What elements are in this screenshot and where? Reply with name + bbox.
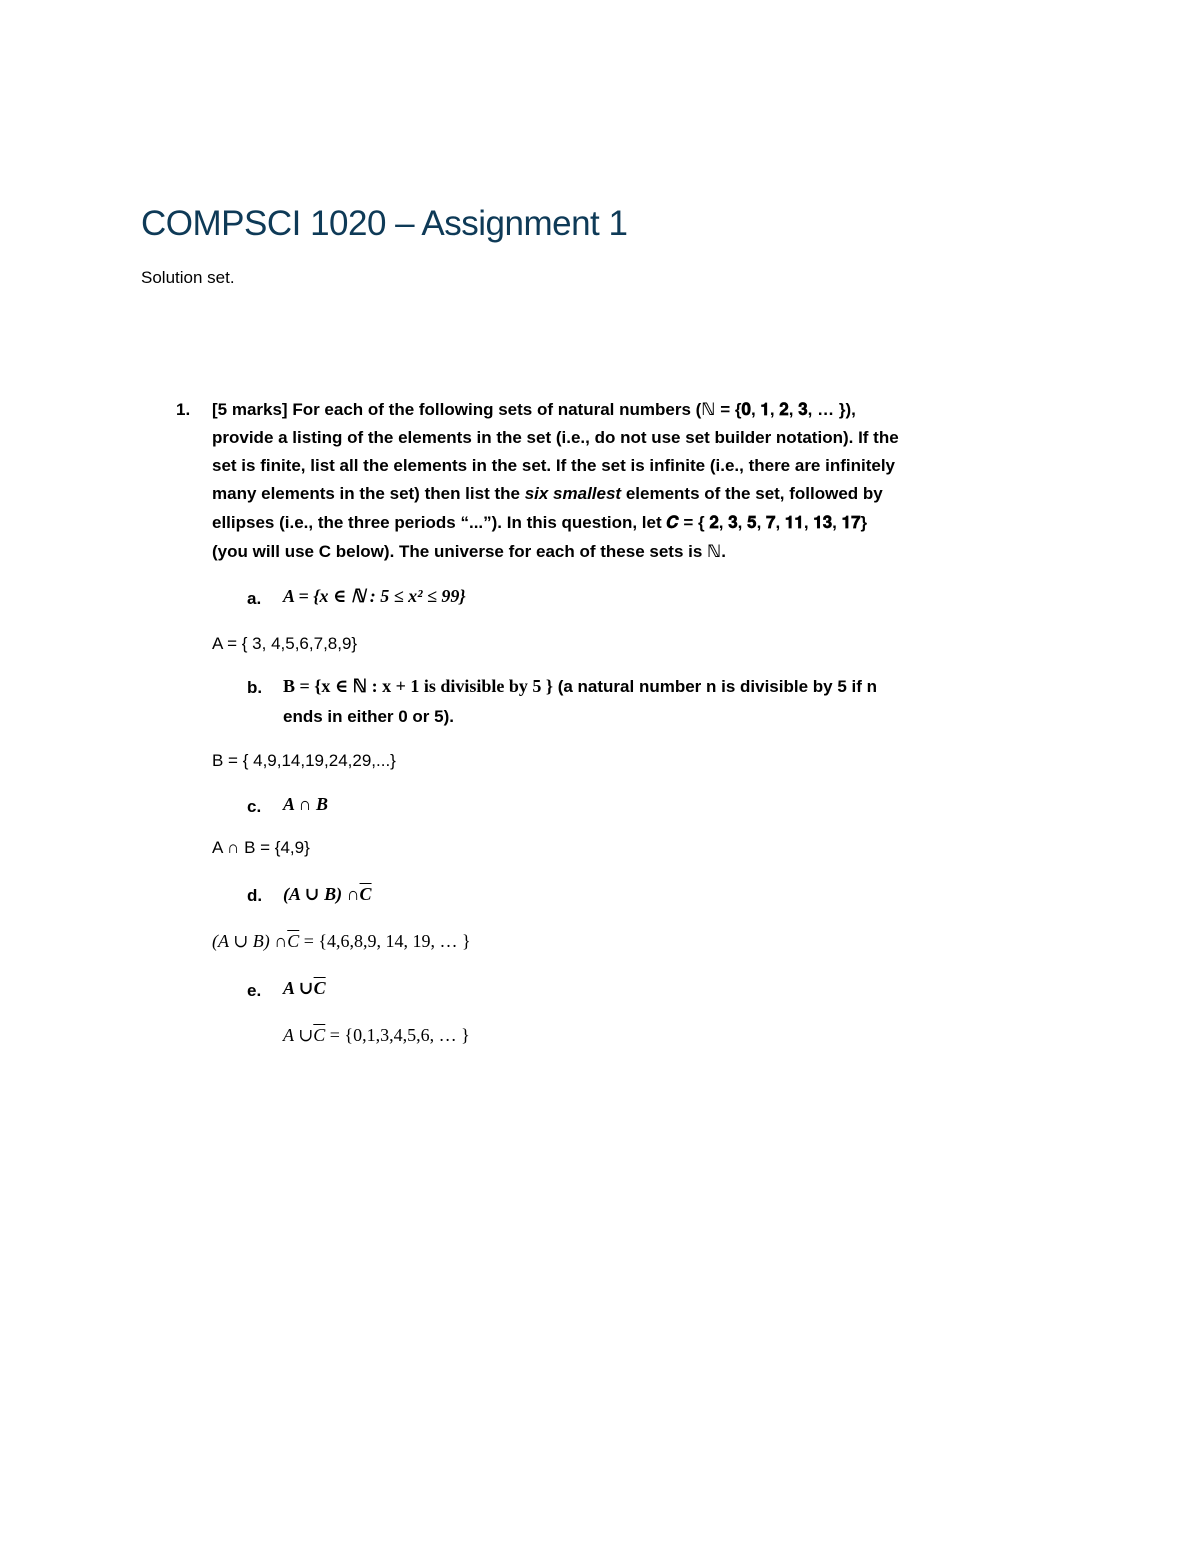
- complement-c-answer: $\overline{C}$: [287, 931, 300, 951]
- part-d-answer-value: = {4,6,8,9, 14, 19, … }: [299, 931, 471, 951]
- part-e-answer: [283, 1025, 470, 1046]
- complement-c-e: $\overline{C}$: [313, 978, 326, 998]
- part-b-answer: B = { 4,9,14,19,24,29,...}: [212, 751, 396, 770]
- part-a-expression: A = {x ∈ ℕ : 5 ≤ x² ≤ 99}: [283, 586, 466, 606]
- part-a-label: a.: [247, 589, 262, 608]
- part-d-expression: [283, 884, 372, 905]
- part-c-answer: A ∩ B = {4,9}: [212, 838, 310, 857]
- question-line-6: (you will use C below). The universe for each of these sets is ℕ.: [212, 542, 726, 561]
- part-e-answer-prefix: A ∪: [283, 1025, 314, 1045]
- emphasis-text: six smallest: [524, 484, 622, 503]
- complement-c: $\overline{C}$: [359, 884, 372, 904]
- part-d-answer-prefix: (A ∪ B) ∩: [212, 931, 288, 951]
- part-b-note-continued: ends in either 0 or 5).: [283, 707, 454, 726]
- question-line-4-suffix: elements of the set, followed by: [621, 484, 883, 503]
- question-line-4-prefix: many elements in the set) then list the: [212, 484, 525, 503]
- complement-c-e-answer: $\overline{C}$: [313, 1025, 326, 1045]
- part-c-label: c.: [247, 797, 262, 816]
- part-d-answer: [212, 931, 471, 952]
- question-line-5: ellipses (i.e., the three periods “...”). In this question, let 𝑪 = { 𝟐, 𝟑, 𝟓, 𝟕, 𝟏𝟏, 𝟏𝟑, 𝟏𝟕}: [212, 513, 868, 532]
- question-line-4: [212, 484, 883, 504]
- part-b-label: b.: [247, 678, 263, 697]
- part-d-label: d.: [247, 886, 263, 905]
- question-line-2: provide a listing of the elements in the set (i.e., do not use set builder notation). If the: [212, 428, 899, 447]
- part-b-set-builder: B = {x ∈ ℕ : x + 1 is divisible by 5 }: [283, 676, 553, 696]
- question-line-1: [5 marks] For each of the following sets of natural numbers (ℕ = {𝟎, 𝟏, 𝟐, 𝟑, … }),: [212, 400, 856, 419]
- part-a-answer: A = { 3, 4,5,6,7,8,9}: [212, 634, 358, 653]
- part-e-expression: [283, 978, 326, 999]
- part-e-label: e.: [247, 981, 262, 1000]
- part-d-expression-prefix: (A ∪ B) ∩: [283, 884, 360, 904]
- question-number: 1.: [176, 400, 191, 419]
- page-title: COMPSCI 1020 – Assignment 1: [141, 204, 628, 243]
- part-b-expression: [283, 676, 877, 697]
- part-e-expression-prefix: A ∪: [283, 978, 314, 998]
- part-c-expression: A ∩ B: [283, 794, 328, 814]
- question-line-3: set is finite, list all the elements in the set. If the set is infinite (i.e., there are infinitely: [212, 456, 896, 475]
- subtitle: Solution set.: [141, 268, 235, 287]
- part-b-note: (a natural number n is divisible by 5 if n: [552, 677, 877, 696]
- part-e-answer-value: = {0,1,3,4,5,6, … }: [325, 1025, 470, 1045]
